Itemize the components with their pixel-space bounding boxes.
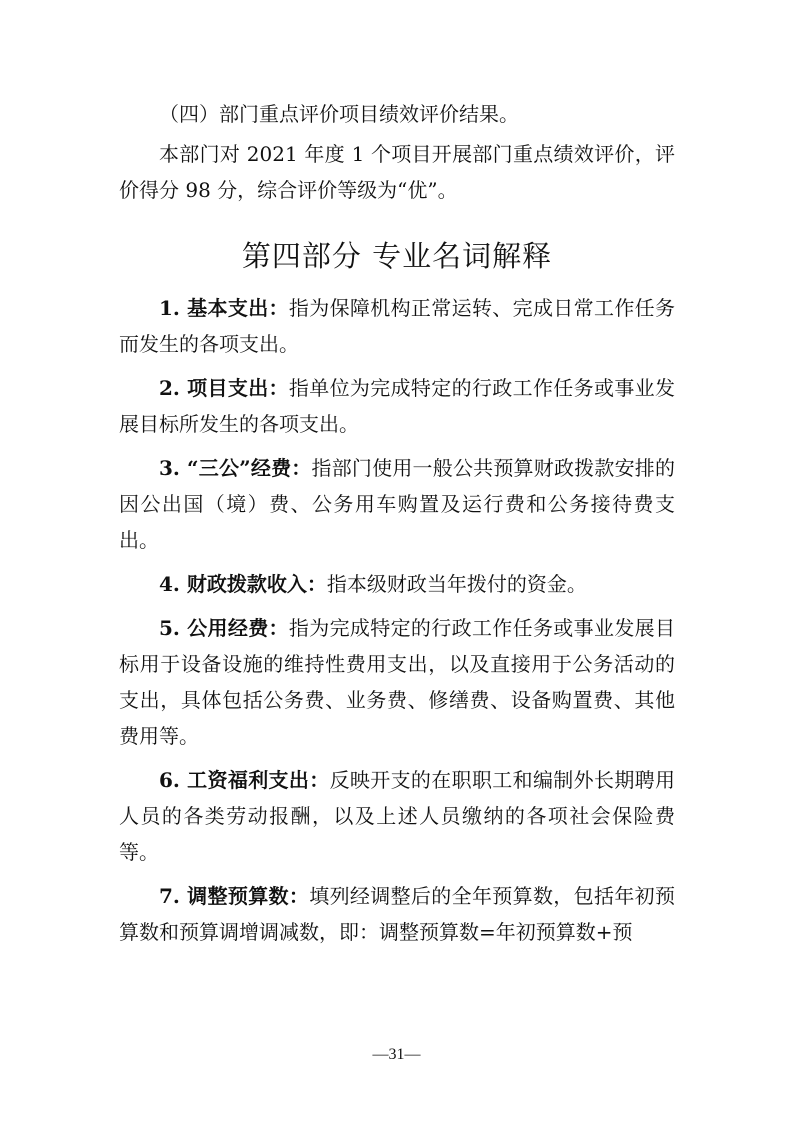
definition-term: 6. 工资福利支出：	[159, 768, 330, 792]
section-heading: （四）部门重点评价项目绩效评价结果。	[159, 102, 519, 126]
page-number: —31—	[372, 1046, 421, 1063]
evaluation-paragraph: 本部门对 2021 年度 1 个项目开展部门重点绩效评价，评价得分 98 分，综合评价等级为“优”。	[119, 142, 675, 202]
definition-item	[119, 370, 675, 442]
definition-text: 指单位为完成特定的行政工作任务或事业发展目标所发生的各项支出。	[119, 376, 676, 436]
definition-term: 3. “三公”经费：	[159, 456, 312, 480]
definition-term: 2. 项目支出：	[159, 376, 289, 400]
definition-item	[119, 878, 675, 950]
definition-text: 填列经调整后的全年预算数，包括年初预算数和预算调增调减数，即：调整预算数=年初预算数+预	[119, 884, 676, 944]
definition-item	[119, 762, 675, 870]
definition-term: 4. 财政拨款收入：	[159, 572, 327, 596]
definition-term: 7. 调整预算数：	[159, 884, 310, 908]
definition-text: 指为完成特定的行政工作任务或事业发展目标用于设备设施的维持性费用支出，以及直接用于公务活动的支出，具体包括公务费、业务费、修缮费、设备购置费、其他费用等。	[119, 616, 676, 748]
part-title: 第四部分 专业名词解释	[241, 239, 553, 273]
definition-text: 指为保障机构正常运转、完成日常工作任务而发生的各项支出。	[119, 296, 676, 356]
definition-item	[119, 290, 675, 362]
definition-text: 指本级财政当年拨付的资金。	[326, 572, 587, 596]
definition-term: 5. 公用经费：	[159, 616, 289, 640]
definition-item	[119, 610, 675, 754]
definition-term: 1. 基本支出：	[159, 296, 289, 320]
definition-text: 指部门使用一般公共预算财政拨款安排的因公出国（境）费、公务用车购置及运行费和公务接待费支出。	[119, 456, 675, 552]
definition-text: 反映开支的在职职工和编制外长期聘用人员的各类劳动报酬，以及上述人员缴纳的各项社会保险费等。	[119, 768, 675, 864]
definition-item	[119, 566, 675, 602]
page-content	[119, 96, 675, 958]
definition-item	[119, 450, 675, 558]
